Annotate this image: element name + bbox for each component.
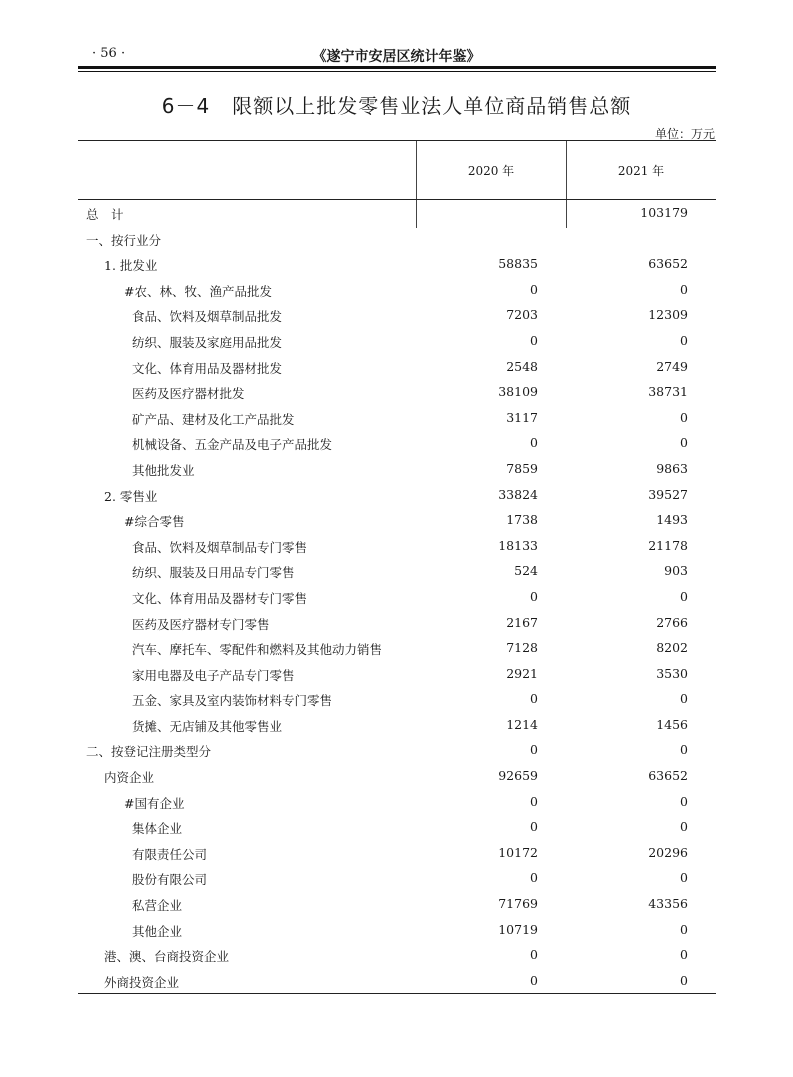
row-label: 股份有限公司 [132, 872, 208, 888]
table-header [78, 140, 716, 200]
row-label: 有限责任公司 [132, 846, 208, 862]
table-row [78, 328, 716, 354]
table-row [78, 456, 716, 482]
value-2020: 0 [530, 742, 538, 758]
row-label: 纺织、服装及日用品专门零售 [132, 565, 295, 581]
value-2021: 12309 [648, 307, 688, 323]
table-row [78, 354, 716, 380]
value-2020: 2548 [506, 358, 538, 374]
table-row [78, 686, 716, 712]
row-label: 其他批发业 [132, 462, 195, 478]
row-label: 机械设备、五金产品及电子产品批发 [132, 437, 333, 453]
value-2021: 0 [680, 332, 688, 348]
row-label: 五金、家具及室内装饰材料专门零售 [132, 693, 333, 709]
value-2020: 10719 [498, 921, 538, 937]
value-2021: 0 [680, 742, 688, 758]
value-2021: 21178 [648, 537, 688, 553]
row-label: 其他企业 [132, 923, 183, 939]
value-2020: 524 [514, 563, 538, 579]
value-2020: 1214 [506, 716, 538, 732]
value-2021: 2766 [656, 614, 688, 630]
value-2020: 0 [530, 793, 538, 809]
value-2021: 0 [680, 972, 688, 988]
row-label: 港、澳、台商投资企业 [104, 949, 230, 965]
value-2021: 0 [680, 870, 688, 886]
header-rule-thin [78, 71, 716, 72]
table-row [78, 226, 716, 252]
header-rule-thick [78, 66, 716, 69]
value-2021: 903 [664, 563, 688, 579]
row-label: 矿产品、建材及化工产品批发 [132, 411, 295, 427]
row-label: #国有企业 [124, 795, 185, 811]
value-2020: 0 [530, 691, 538, 707]
value-2021: 63652 [648, 256, 688, 272]
row-label: 文化、体育用品及器材批发 [132, 360, 283, 376]
table-row [78, 635, 716, 661]
table-row [78, 200, 716, 226]
row-label: 私营企业 [132, 898, 183, 914]
value-2020: 7859 [506, 460, 538, 476]
column-header-2021: 2021 年 [617, 164, 665, 178]
row-label: 医药及医疗器材专门零售 [132, 616, 270, 632]
value-2020: 58835 [498, 256, 538, 272]
row-label: 一、按行业分 [86, 232, 162, 248]
value-2020: 2921 [506, 665, 538, 681]
table-row [78, 737, 716, 763]
row-label: 集体企业 [132, 821, 183, 837]
row-label: 外商投资企业 [104, 974, 180, 990]
table-row [78, 917, 716, 943]
value-2021: 0 [680, 819, 688, 835]
row-label: 二、按登记注册类型分 [86, 744, 212, 760]
value-2021: 1493 [656, 512, 688, 528]
row-label: #农、林、牧、渔产品批发 [124, 283, 272, 299]
value-2020: 7203 [506, 307, 538, 323]
value-2021: 39527 [648, 486, 688, 502]
value-2020: 0 [530, 819, 538, 835]
value-2021: 0 [680, 435, 688, 451]
value-2021: 0 [680, 793, 688, 809]
table-title [0, 90, 793, 119]
value-2020: 33824 [498, 486, 538, 502]
value-2020: 0 [530, 281, 538, 297]
table-row [78, 763, 716, 789]
table-row [78, 405, 716, 431]
value-2021: 0 [680, 691, 688, 707]
row-label: 货摊、无店铺及其他零售业 [132, 718, 283, 734]
value-2020: 0 [530, 435, 538, 451]
row-label: 1. 批发业 [104, 258, 158, 274]
unit-label: 单位：万元 [654, 127, 715, 141]
value-2021: 1456 [656, 716, 688, 732]
row-label: 2. 零售业 [104, 488, 158, 504]
table-row [78, 865, 716, 891]
value-2021: 20296 [648, 844, 688, 860]
table-row [78, 789, 716, 815]
row-label: 医药及医疗器材批发 [132, 386, 245, 402]
value-2021: 9863 [656, 460, 688, 476]
running-header-title: 《遂宁市安居区统计年鉴》 [312, 49, 481, 65]
value-2020: 1738 [506, 512, 538, 528]
table-row [78, 558, 716, 584]
table-row [78, 482, 716, 508]
table-row [78, 840, 716, 866]
table-row [78, 968, 716, 994]
table-row [78, 430, 716, 456]
row-label: 汽车、摩托车、零配件和燃料及其他动力销售 [132, 642, 383, 658]
column-header-2020: 2020 年 [467, 164, 515, 178]
value-2021: 103179 [640, 205, 688, 220]
data-table [78, 140, 716, 994]
value-2020: 0 [530, 588, 538, 604]
value-2021: 63652 [648, 768, 688, 784]
row-label: 总 计 [86, 207, 124, 222]
table-bottom-rule [78, 993, 716, 994]
value-2021: 0 [680, 588, 688, 604]
table-row [78, 814, 716, 840]
value-2020: 10172 [498, 844, 538, 860]
value-2020: 2167 [506, 614, 538, 630]
value-2021: 2749 [656, 358, 688, 374]
value-2021: 43356 [648, 896, 688, 912]
value-2020: 92659 [498, 768, 538, 784]
row-label: 食品、饮料及烟草制品专门零售 [132, 539, 308, 555]
value-2021: 3530 [656, 665, 688, 681]
value-2020: 71769 [498, 896, 538, 912]
value-2020: 0 [530, 947, 538, 963]
row-label: 纺织、服装及家庭用品批发 [132, 334, 283, 350]
value-2021: 0 [680, 409, 688, 425]
value-2020: 7128 [506, 640, 538, 656]
value-2020: 38109 [498, 384, 538, 400]
row-label: 内资企业 [104, 770, 155, 786]
table-row [78, 584, 716, 610]
value-2021: 0 [680, 947, 688, 963]
value-2020: 3117 [506, 409, 538, 425]
table-row [78, 379, 716, 405]
table-body [78, 200, 716, 993]
value-2020: 18133 [498, 537, 538, 553]
value-2021: 0 [680, 281, 688, 297]
value-2020: 0 [530, 972, 538, 988]
table-row [78, 507, 716, 533]
page-number: · 56 · [92, 46, 126, 61]
table-row [78, 251, 716, 277]
table-row [78, 712, 716, 738]
table-row [78, 661, 716, 687]
row-label: 家用电器及电子产品专门零售 [132, 667, 295, 683]
table-row [78, 610, 716, 636]
row-label: 文化、体育用品及器材专门零售 [132, 590, 308, 606]
row-label: 食品、饮料及烟草制品批发 [132, 309, 283, 325]
table-row [78, 942, 716, 968]
table-row [78, 533, 716, 559]
table-title-text: 限额以上批发零售业法人单位商品销售总额 [232, 94, 632, 118]
value-2021: 8202 [656, 640, 688, 656]
value-2020: 0 [530, 332, 538, 348]
row-label: #综合零售 [124, 514, 185, 530]
table-number: 6－4 [161, 94, 211, 118]
table-row [78, 277, 716, 303]
table-row [78, 302, 716, 328]
value-2021: 0 [680, 921, 688, 937]
table-row [78, 891, 716, 917]
value-2020: 0 [530, 870, 538, 886]
value-2021: 38731 [648, 384, 688, 400]
